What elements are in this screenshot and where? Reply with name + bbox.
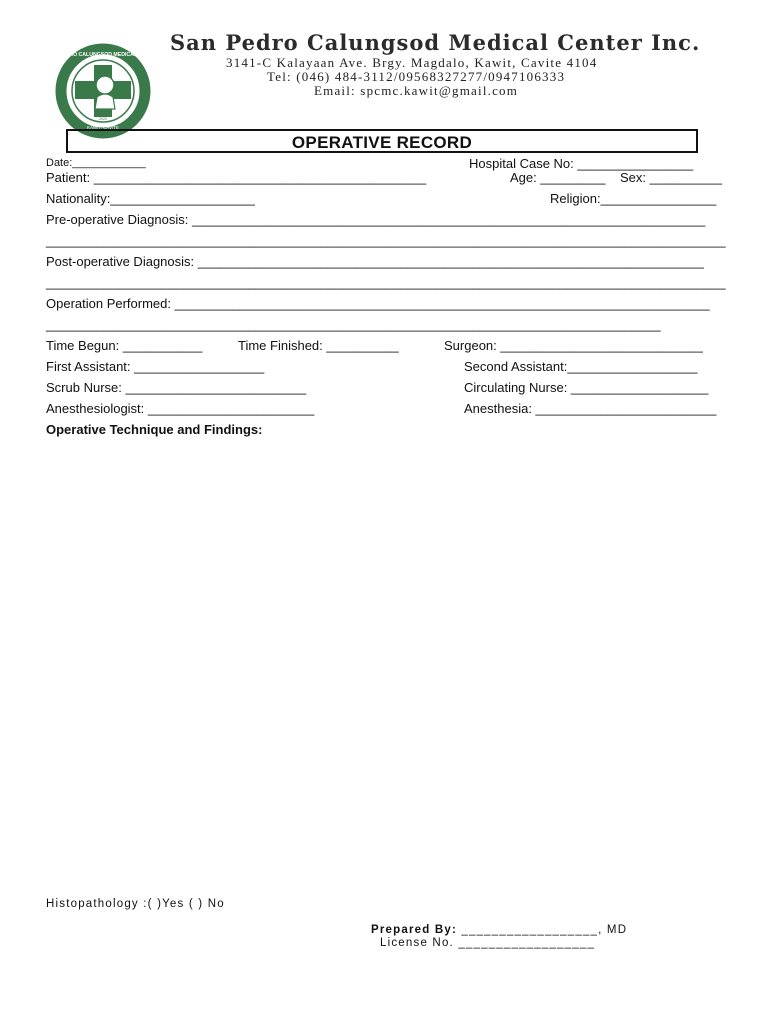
circulating-nurse-field[interactable]: Circulating Nurse: ___________________ — [464, 380, 709, 395]
hospital-logo — [44, 29, 160, 130]
operative-technique-heading: Operative Technique and Findings: — [46, 422, 263, 437]
svg-text:2020: 2020 — [98, 117, 107, 121]
post-op-diagnosis-field[interactable]: Post-operative Diagnosis: ______________________________________________________________________ — [46, 254, 704, 269]
prepared-by-label: Prepared By: — [371, 924, 457, 936]
hospital-case-field[interactable]: Hospital Case No: ________________ — [469, 156, 694, 171]
hospital-email: Email: spcmc.kawit@gmail.com — [314, 83, 519, 98]
operation-performed-line[interactable]: _____________________________________________________________________________________ — [46, 317, 661, 332]
operation-performed-field[interactable]: Operation Performed: __________________________________________________________________________ — [46, 296, 710, 311]
svg-text:KAWIT, CAVITE: KAWIT, CAVITE — [86, 125, 119, 130]
scrub-nurse-field[interactable]: Scrub Nurse: _________________________ — [46, 380, 307, 395]
pre-op-diagnosis-field[interactable]: Pre-operative Diagnosis: _______________________________________________________________________ — [46, 212, 706, 227]
form-title: OPERATIVE RECORD — [291, 133, 473, 152]
svg-text:SAN PEDRO CALUNGSOD MEDICAL CE: SAN PEDRO CALUNGSOD MEDICAL CENTER — [46, 52, 160, 58]
pre-op-diagnosis-line[interactable]: ______________________________________________________________________________________________ — [46, 233, 726, 248]
first-assistant-field[interactable]: First Assistant: __________________ — [46, 359, 265, 374]
anesthesiologist-field[interactable]: Anesthesiologist: _______________________ — [46, 401, 315, 416]
hospital-address: 3141-C Kalayaan Ave. Brgy. Magdalo, Kawit, Cavite 4104 — [226, 55, 598, 70]
form-title-box — [66, 129, 698, 153]
patient-field[interactable]: Patient: ______________________________________________ — [46, 170, 427, 185]
religion-field[interactable]: Religion:________________ — [550, 191, 717, 206]
nationality-field[interactable]: Nationality:____________________ — [46, 191, 255, 206]
age-field[interactable]: Age: _________ — [510, 170, 606, 185]
time-begun-field[interactable]: Time Begun: ___________ — [46, 338, 203, 353]
prepared-by-field[interactable]: __________________, MD — [457, 924, 628, 936]
anesthesia-field[interactable]: Anesthesia: _________________________ — [464, 401, 717, 416]
hospital-telephone: Tel: (046) 484-3112/09568327277/0947106333 — [267, 69, 566, 84]
sex-field[interactable]: Sex: __________ — [620, 170, 722, 185]
time-finished-field[interactable]: Time Finished: __________ — [238, 338, 399, 353]
second-assistant-field[interactable]: Second Assistant:__________________ — [464, 359, 698, 374]
date-field[interactable]: Date:____________ — [46, 157, 146, 169]
hospital-name: San Pedro Calungsod Medical Center Inc. — [170, 30, 701, 55]
histopathology-field[interactable]: Histopathology :( )Yes ( ) No — [46, 898, 225, 910]
license-number-field[interactable]: License No. __________________ — [380, 937, 596, 949]
post-op-diagnosis-line[interactable]: ______________________________________________________________________________________________ — [46, 275, 726, 290]
surgeon-field[interactable]: Surgeon: ____________________________ — [444, 338, 703, 353]
